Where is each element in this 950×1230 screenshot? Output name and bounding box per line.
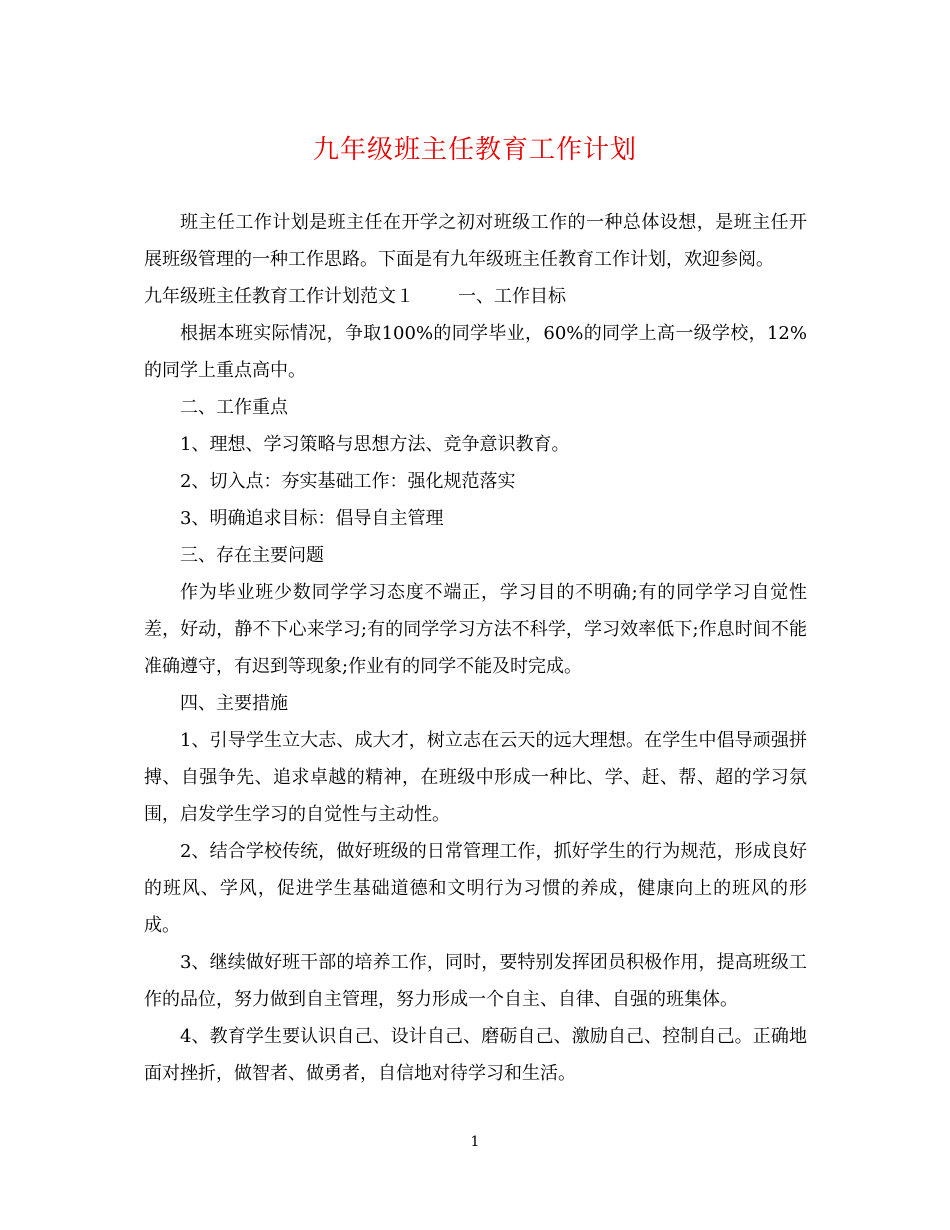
document-body: [144, 204, 807, 1092]
measure-item: 1、引导学生立大志、成大才，树立志在云天的远大理想。在学生中倡导顽强拼搏、自强争先、追求卓越的精神，在班级中形成一种比、学、赶、帮、超的学习氛围，启发学生学习的自觉性与主动性。: [144, 730, 807, 825]
section-heading-goals: 一、工作目标: [458, 286, 566, 307]
measure-item: 3、继续做好班干部的培养工作，同时，要特别发挥团员积极作用，提高班级工作的品位，努力做到自主管理，努力形成一个自主、自律、自强的班集体。: [144, 952, 807, 1010]
sample-heading: 九年级班主任教育工作计划范文１: [144, 286, 414, 307]
focus-item: 3、明确追求目标：倡导自主管理: [180, 508, 444, 529]
section-heading-measures: 四、主要措施: [180, 693, 288, 714]
focus-item: 1、理想、学习策略与思想方法、竞争意识教育。: [180, 434, 570, 455]
problems-paragraph: 作为毕业班少数同学学习态度不端正，学习目的不明确;有的同学学习自觉性差，好动，静不下心来学习;有的同学学习方法不科学，学习效率低下;作息时间不能准确遵守，有迟到等现象;作业有的同学不能及时完成。: [144, 582, 807, 677]
document-title: 九年级班主任教育工作计划: [312, 135, 637, 165]
section-heading-problems: 三、存在主要问题: [180, 545, 324, 566]
focus-item: 2、切入点：夯实基础工作：强化规范落实: [180, 471, 516, 492]
goals-paragraph: 根据本班实际情况，争取100%的同学毕业，60%的同学上高一级学校，12%的同学上重点高中。: [144, 323, 807, 381]
sample-heading-line: [144, 278, 807, 315]
intro-paragraph: 班主任工作计划是班主任在开学之初对班级工作的一种总体设想，是班主任开展班级管理的一种工作思路。下面是有九年级班主任教育工作计划，欢迎参阅。: [144, 212, 807, 270]
section-heading-focus: 二、工作重点: [180, 397, 288, 418]
measure-item: 2、结合学校传统，做好班级的日常管理工作，抓好学生的行为规范，形成良好的班风、学风，促进学生基础道德和文明行为习惯的养成，健康向上的班风的形成。: [144, 841, 807, 936]
measure-item: 4、教育学生要认识自己、设计自己、磨砺自己、激励自己、控制自己。正确地面对挫折，做智者、做勇者，自信地对待学习和生活。: [144, 1026, 807, 1084]
page-number: 1: [470, 1134, 480, 1150]
